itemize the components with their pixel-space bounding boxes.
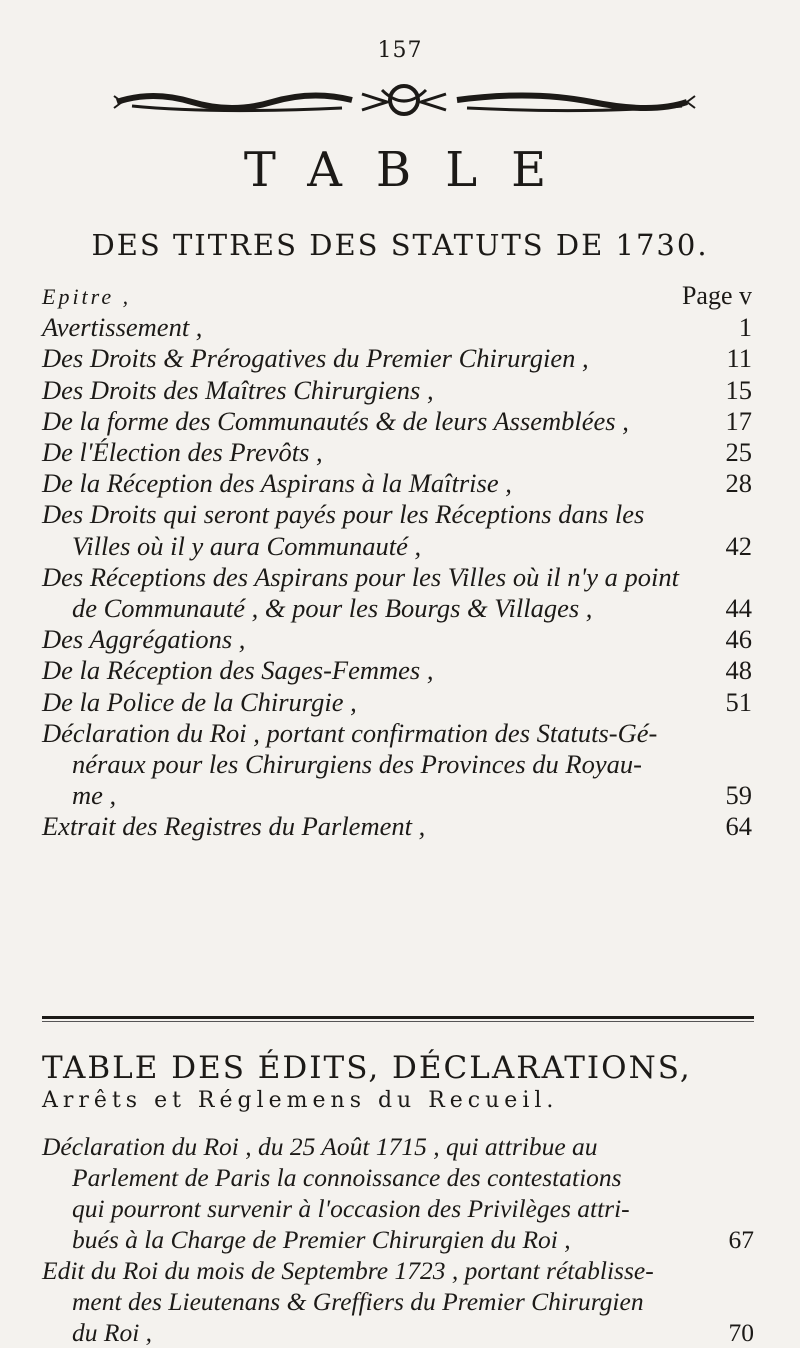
toc-entry-title: Des Droits des Maîtres Chirurgiens , — [42, 374, 434, 405]
toc-entry-title: Des Droits & Prérogatives du Premier Chirurgien , — [42, 343, 589, 374]
toc-entry-title-line: Parlement de Paris la connoissance des contestations — [72, 1163, 622, 1192]
toc-entry-page: 67 — [728, 1225, 754, 1254]
toc-entry-title: De la Réception des Aspirans à la Maîtrise , — [42, 468, 512, 499]
toc-entry-title: Des Aggrégations , — [42, 624, 246, 655]
toc-entry-page: 48 — [725, 655, 752, 686]
toc-entry — [42, 624, 752, 655]
toc-entry-page: Page v — [681, 281, 752, 310]
toc-entry-title: De la forme des Communautés & de leurs Assemblées , — [42, 405, 629, 436]
toc-entry-title-line: Des Réceptions des Aspirans pour les Villes où il n'y a point — [42, 561, 679, 592]
toc-entry-page: 59 — [725, 780, 752, 811]
toc-entry-title-line: du Roi , — [72, 1318, 153, 1347]
edicts-section — [42, 1050, 754, 1348]
toc-entry-title-line: néraux pour les Chirurgiens des Provinces du Royau- — [72, 749, 642, 780]
toc-entry — [42, 406, 752, 437]
toc-entry — [42, 655, 752, 686]
toc-entry — [42, 437, 752, 468]
toc-entry-title: Epitre , — [42, 284, 132, 309]
toc-entry-page: 11 — [726, 343, 752, 374]
toc-entry-title-line: Déclaration du Roi , du 25 Août 1715 , qui attribue au — [42, 1132, 598, 1161]
toc-entry-page: 64 — [725, 811, 752, 842]
toc-entry-title-line: ment des Lieutenans & Greffiers du Premier Chirurgien — [72, 1287, 644, 1316]
toc-entry — [42, 1131, 754, 1255]
toc-entry-title-line: bués à la Charge de Premier Chirurgien du Roi , — [72, 1225, 571, 1254]
toc-entry-page: 70 — [728, 1318, 754, 1347]
toc-entry-page: 51 — [725, 686, 752, 717]
toc-entry-page: 25 — [725, 437, 752, 468]
page-title: TABLE — [243, 142, 581, 198]
toc-entry-title-line: Edit du Roi du mois de Septembre 1723 , portant rétablisse- — [42, 1256, 654, 1285]
toc-entry — [42, 468, 752, 499]
toc-entry-page: 28 — [725, 468, 752, 499]
toc-entry — [42, 811, 752, 842]
toc-entry-page: 46 — [725, 624, 752, 655]
toc-entry-title: De l'Élection des Prevôts , — [42, 437, 323, 468]
toc-entry — [42, 343, 752, 374]
toc-entry — [42, 312, 752, 343]
section-subtitle: Arrêts et Réglemens du Recueil. — [42, 1088, 559, 1113]
toc-entry — [42, 499, 752, 561]
toc-entry-title: Avertissement , — [42, 312, 203, 343]
toc-entry-title-line: Villes où il y aura Communauté , — [72, 530, 422, 561]
toc-entry — [42, 718, 752, 812]
toc-entry-title: De la Police de la Chirurgie , — [42, 686, 357, 717]
toc-entry-title-line: de Communauté , & pour les Bourgs & Villages , — [72, 593, 593, 624]
toc-entry-page: 1 — [738, 312, 752, 343]
page-subtitle: DES TITRES DES STATUTS DE 1730. — [91, 228, 709, 262]
section-divider-thin — [42, 1021, 754, 1022]
toc-entry-title: De la Réception des Sages-Femmes , — [42, 655, 434, 686]
toc-entry-title-line: qui pourront survenir à l'occasion des Privilèges attri- — [72, 1194, 630, 1223]
toc-entry-title-line: Déclaration du Roi , portant confirmation des Statuts-Gé- — [42, 717, 658, 748]
decorative-header-ornament-icon — [112, 82, 697, 122]
toc-entry-title: Extrait des Registres du Parlement , — [42, 811, 426, 842]
page-number: 157 — [377, 38, 423, 63]
toc-entry-page: 17 — [725, 405, 752, 436]
toc-entry-page: 15 — [725, 374, 752, 405]
toc-entry — [42, 280, 752, 312]
section-divider — [42, 1016, 754, 1019]
toc-entry — [42, 1255, 754, 1348]
toc-entry — [42, 562, 752, 624]
toc-entry-page: 44 — [725, 593, 752, 624]
toc-entry-title-line: me , — [72, 780, 117, 811]
toc-entry — [42, 375, 752, 406]
toc-entry-title-line: Des Droits qui seront payés pour les Réceptions dans les — [42, 499, 645, 530]
toc-entry — [42, 687, 752, 718]
table-of-contents — [42, 280, 752, 843]
section-title: TABLE DES ÉDITS, DÉCLARATIONS, — [42, 1050, 692, 1086]
toc-entry-page: 42 — [725, 530, 752, 561]
